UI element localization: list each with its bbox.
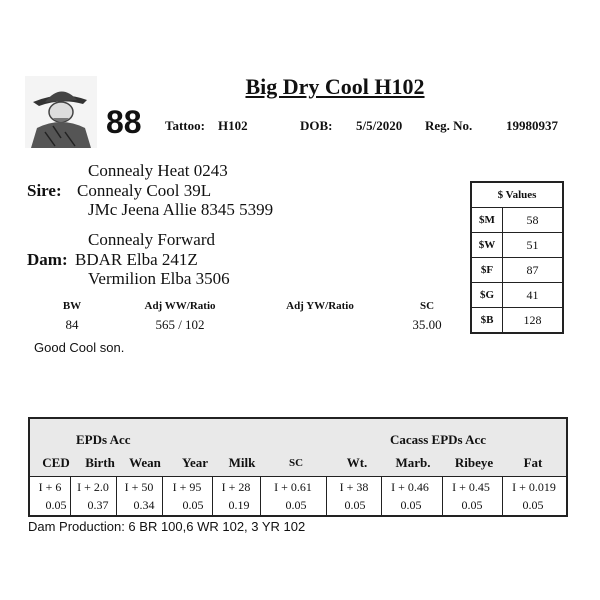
sc-label: SC xyxy=(419,300,435,312)
sc-value: 35.00 xyxy=(412,317,442,332)
dollar-value-row xyxy=(472,233,562,258)
epd-col-header: CED xyxy=(42,455,70,470)
epd-value: I + 0.019 xyxy=(512,480,556,494)
dam-label: Dam: xyxy=(27,250,68,269)
epd-accuracy: 0.05 xyxy=(285,498,307,512)
dam-name: BDAR Elba 241Z xyxy=(75,250,198,269)
reg-no-value: 19980937 xyxy=(506,118,558,133)
dollar-value-label: $W xyxy=(472,233,503,258)
epd-accuracy: 0.19 xyxy=(228,498,250,512)
epd-value: I + 2.0 xyxy=(77,480,109,494)
epd-value: I + 0.46 xyxy=(391,480,429,494)
bw-label: BW xyxy=(62,300,82,312)
epd-value: I + 50 xyxy=(124,480,154,494)
adj-ww-label: Adj WW/Ratio xyxy=(144,300,216,312)
epd-accuracy: 0.05 xyxy=(45,498,67,512)
dollar-value-row xyxy=(472,283,562,308)
dollar-value-label: $G xyxy=(472,283,503,308)
epd-accuracy: 0.05 xyxy=(400,498,422,512)
epd-accuracy: 0.37 xyxy=(87,498,109,512)
epd-accuracy: 0.05 xyxy=(344,498,366,512)
dollar-value-label: $F xyxy=(472,258,503,283)
epd-col-header: Fat xyxy=(523,455,543,470)
dollar-value: 51 xyxy=(503,233,563,258)
epd-value: I + 28 xyxy=(221,480,251,494)
dollar-value-row xyxy=(472,258,562,283)
epd-group-header: EPDs Acc xyxy=(76,432,131,447)
epd-col-header: SC xyxy=(288,457,304,469)
dollar-value: 41 xyxy=(503,283,563,308)
dollar-values-box xyxy=(470,181,564,334)
epd-col-header: Marb. xyxy=(395,455,431,470)
sire-label: Sire: xyxy=(27,181,62,200)
epd-col-header: Year xyxy=(182,455,208,470)
epd-value: I + 0.45 xyxy=(452,480,490,494)
sire-dam: JMc Jeena Allie 8345 5399 xyxy=(88,200,274,219)
reg-no-label: Reg. No. xyxy=(425,118,473,133)
epd-table xyxy=(28,417,568,517)
dam-sire: Connealy Forward xyxy=(88,230,216,249)
bw-value: 84 xyxy=(65,317,79,332)
dollar-value-row xyxy=(472,308,562,333)
sire-name: Connealy Cool 39L xyxy=(77,181,212,200)
cowboy-logo-icon xyxy=(25,76,97,148)
epd-accuracy: 0.05 xyxy=(461,498,483,512)
epd-value: I + 38 xyxy=(339,480,369,494)
dam-dam: Vermilion Elba 3506 xyxy=(88,269,230,288)
epd-accuracy: 0.05 xyxy=(522,498,544,512)
carcass-epd-group-header: Cacass EPDs Acc xyxy=(390,432,487,447)
epd-col-header: Wt. xyxy=(346,455,368,470)
epd-col-header: Ribeye xyxy=(454,455,494,470)
epd-col-header: Birth xyxy=(85,455,115,470)
dollar-value-row xyxy=(472,208,562,233)
dob-value: 5/5/2020 xyxy=(356,118,403,133)
epd-value: I + 6 xyxy=(38,480,62,494)
dob-label: DOB: xyxy=(300,118,333,133)
tattoo-label: Tattoo: xyxy=(165,118,205,133)
animal-name-title: Big Dry Cool H102 xyxy=(245,74,425,99)
dam-production-text: Dam Production: 6 BR 100,6 WR 102, 3 YR 102 xyxy=(28,519,306,534)
epd-value: I + 95 xyxy=(172,480,202,494)
lot-number: 88 xyxy=(106,104,142,140)
epd-col-header: Wean xyxy=(129,455,161,470)
epd-col-header: Milk xyxy=(228,455,256,470)
dollar-value: 58 xyxy=(503,208,563,233)
sire-sire: Connealy Heat 0243 xyxy=(88,161,228,180)
dollar-value: 128 xyxy=(503,308,563,333)
adj-ww-value: 565 / 102 xyxy=(155,317,205,332)
dollar-value-label: $B xyxy=(472,308,503,333)
adj-yw-label: Adj YW/Ratio xyxy=(286,300,354,312)
epd-value: I + 0.61 xyxy=(274,480,312,494)
dollar-values-header: $ Values xyxy=(472,183,562,208)
tattoo-value: H102 xyxy=(218,118,248,133)
dollar-value-label: $M xyxy=(472,208,503,233)
dollar-value: 87 xyxy=(503,258,563,283)
epd-accuracy: 0.34 xyxy=(133,498,155,512)
epd-accuracy: 0.05 xyxy=(182,498,204,512)
comment-text: Good Cool son. xyxy=(34,340,125,355)
